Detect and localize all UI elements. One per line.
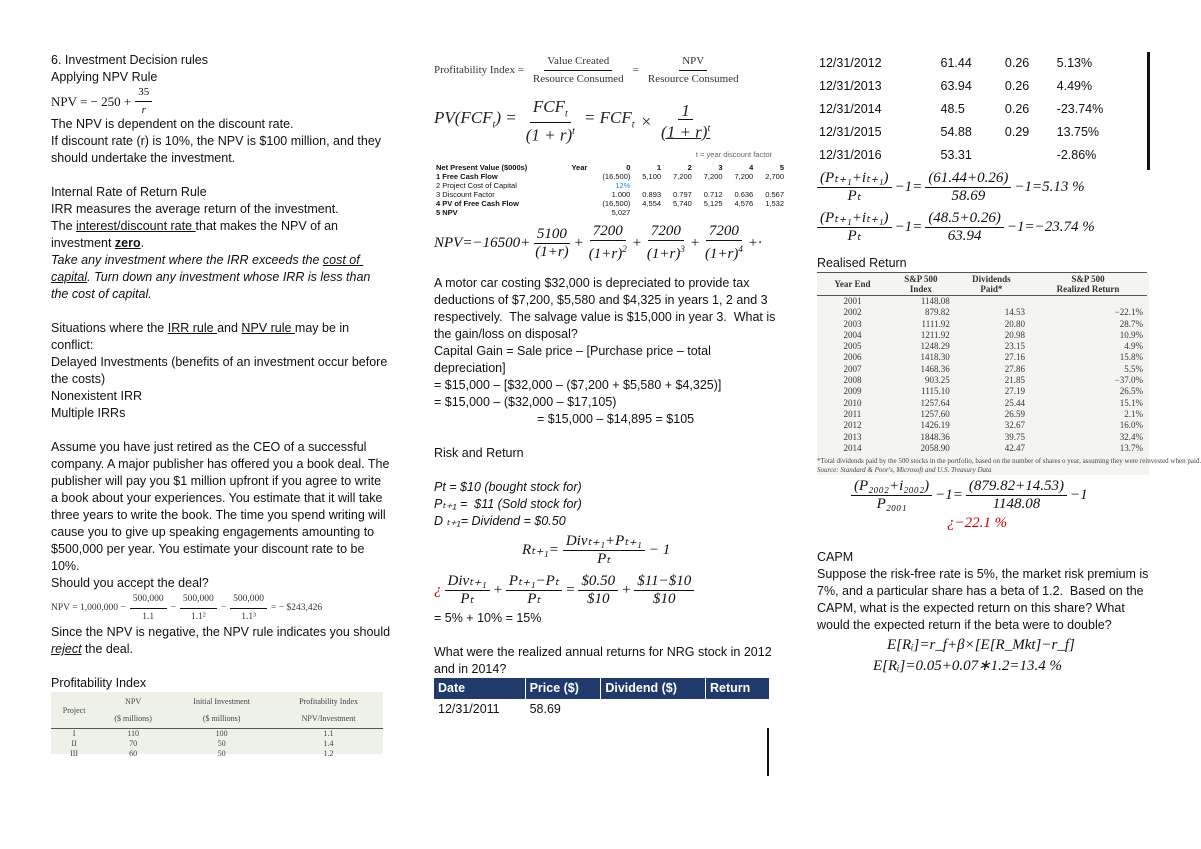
table-cell: 23.15 — [1004, 341, 1025, 352]
table-cell: 1,532 — [765, 199, 784, 208]
sp-table-image — [817, 272, 1201, 475]
table-cell — [694, 208, 725, 217]
column-header: Price ($) — [525, 678, 601, 699]
table-cell: 58.69 — [525, 699, 601, 720]
pi-formula: Profitability Index = $\frac{\text{Value Created}}{\text{Resource Consumed}}$ = $\frac{\text{NPV}}{\text{Resource Consumed}}$ — [434, 54, 739, 85]
table-cell: 5.13% — [1056, 56, 1093, 70]
capm-formula: E[Rᵢ]=r_f+β×[E[R_Mkt]−r_f] — [887, 637, 1075, 654]
conflict-multiple: Multiple IRRs — [51, 406, 126, 420]
table-cell: 5.5% — [1124, 363, 1143, 374]
table-cell: 2007 — [843, 363, 862, 374]
column-header: NPV ($ millions) — [97, 692, 169, 729]
table-row — [817, 420, 1147, 431]
irr-title: Internal Rate of Return Rule — [51, 185, 207, 199]
table-row — [817, 144, 1147, 167]
table-cell: 2006 — [843, 352, 862, 363]
table-cell: 0.26 — [1004, 79, 1030, 93]
table-cell: 53.31 — [940, 148, 972, 162]
table-row — [817, 52, 1147, 75]
column-header: Return — [705, 678, 769, 699]
pi-table — [51, 692, 383, 759]
table-cell — [694, 181, 725, 190]
table-row — [434, 208, 786, 217]
table-cell — [705, 699, 769, 720]
row-label: 1 Free Cash Flow — [436, 172, 498, 181]
conflict-nonexistent: Nonexistent IRR — [51, 389, 143, 403]
table-row — [434, 699, 770, 720]
table-cell: 1115.10 — [921, 386, 950, 397]
table-cell: (16,500) — [602, 172, 631, 181]
table-cell: 2005 — [843, 341, 862, 352]
table-cell: 1.000 — [611, 190, 631, 199]
table-cell — [601, 699, 706, 720]
plus-sign: + — [573, 234, 584, 251]
table-row — [817, 375, 1147, 386]
table-cell — [755, 181, 786, 190]
table-cell: 32.4% — [1119, 431, 1143, 442]
table-cell: 60 — [129, 749, 138, 758]
table-cell: 12/31/2011 — [434, 699, 525, 720]
capital-gain-1: Capital Gain = Sale price – [Purchase price – total depreciation] — [434, 344, 715, 375]
table-cell: 12/31/2013 — [819, 79, 882, 93]
table-cell — [663, 208, 694, 217]
table-cell — [563, 208, 590, 217]
conflict-delayed: Delayed Investments (benefits of an investment occur before the costs) — [51, 355, 391, 386]
table-cell: 2009 — [843, 386, 862, 397]
pv-note: t = year discount factor — [695, 150, 772, 159]
table-cell: 12% — [615, 181, 631, 190]
irr-rule-text: Take any investment where the IRR exceeds the cost of capital. Turn down any investment whose IRR is less than the cost of capital. — [51, 253, 374, 301]
table-cell: 100 — [215, 729, 228, 738]
npv-term: $\frac{7200}{(1+r)^2}$ — [588, 223, 627, 262]
table-cell: 1468.36 — [920, 363, 950, 374]
table-title: Net Present Value ($000s) — [436, 163, 528, 172]
table-row — [51, 739, 383, 749]
table-cell: 5,027 — [611, 208, 631, 217]
table-row — [817, 398, 1147, 409]
column-middle — [434, 52, 784, 720]
table-cell: 28.7% — [1119, 318, 1143, 329]
plus-sign: + — [631, 234, 642, 251]
table-row — [817, 432, 1147, 443]
book-deal-text: Assume you have just retired as the CEO of a successful company. A major publisher has offered you a book deal. The publisher will pay you $1 million upfront if you agree to write a book about your experiences. You estimate that it will take three years to write the book. The time you spend writing will cause you to give up speaking engagements amounting to $500,000 per year. You estimate your discount rate to be 10%. — [51, 440, 393, 573]
table-cell: 4,554 — [642, 199, 662, 208]
column-header: 4 — [749, 163, 754, 172]
table-cell: 48.5 — [940, 102, 965, 116]
column-header: 3 — [718, 163, 723, 172]
table-row — [817, 364, 1147, 375]
table-cell: 25.44 — [1004, 397, 1025, 408]
table-row — [817, 307, 1147, 318]
capital-gain-4: = $15,000 – $14,895 = $105 — [537, 412, 695, 426]
table-cell: 39.75 — [1004, 431, 1025, 442]
column-header: 0 — [626, 163, 631, 172]
table-cell: 4,576 — [734, 199, 754, 208]
table-cell: 15.1% — [1119, 397, 1143, 408]
conflict-text: Situations where the IRR rule and NPV rule may be in conflict: — [51, 321, 353, 352]
table-cell: 1426.19 — [920, 420, 950, 431]
return-2012-formula: $\frac{\text{(Pₜ₊₁+iₜ₊₁)}}{\text{Pₜ}}$ −1= $\frac{(61.44+0.26)}{58.69}$ −1=5.13 % — [817, 167, 1157, 207]
nrg-table — [434, 678, 770, 720]
table-cell: 2058.90 — [920, 442, 950, 453]
table-cell: 20.80 — [1004, 318, 1025, 329]
table-cell: 4.49% — [1056, 79, 1093, 93]
table-cell: 1.2 — [323, 749, 334, 758]
capital-gain-3: = $15,000 – ($32,000 – $17,105) — [434, 395, 617, 409]
table-cell: 0.893 — [642, 190, 662, 199]
table-row — [817, 341, 1147, 352]
table-row — [817, 352, 1147, 363]
table-cell: 13.7% — [1119, 442, 1143, 453]
table-cell — [632, 181, 663, 190]
table-cell: 2008 — [843, 375, 862, 386]
table-row — [434, 181, 786, 190]
table-cell: 61.44 — [940, 56, 972, 70]
table-cell: 42.47 — [1004, 442, 1025, 453]
table-cell — [632, 208, 663, 217]
table-cell — [725, 181, 756, 190]
column-header: S&P 500 Realized Return — [1029, 273, 1147, 296]
table-cell: 63.94 — [940, 79, 972, 93]
table-cell: 2003 — [843, 318, 862, 329]
table-row — [434, 190, 786, 199]
table-cell: −37.0% — [1114, 375, 1143, 386]
table-cell: -23.74% — [1056, 102, 1104, 116]
row-label: 4 PV of Free Cash Flow — [436, 199, 519, 208]
table-row — [817, 409, 1147, 420]
table-cell: (16,500) — [602, 199, 631, 208]
table-cell — [954, 296, 1029, 308]
table-cell: 0.636 — [734, 190, 754, 199]
pi-title: Profitability Index — [51, 676, 147, 690]
table-cell: 0.567 — [765, 190, 784, 199]
sp-return-formula: $\frac{\text{(P₂₀₀₂+i₂₀₀₂)}}{\text{P₂₀₀₁}}$ −1= $\frac{(879.82+14.53)}{1148.08}$ −1 — [817, 475, 1157, 515]
table-cell: 12/31/2015 — [819, 125, 882, 139]
table-cell — [725, 208, 756, 217]
table-row — [817, 75, 1147, 98]
table-cell: 0.797 — [673, 190, 692, 199]
book-deal-formula: NPV = 1,000,000 − $\frac{500,000}{1.1}$ − $\frac{500,000}{\text{1.1²}}$ − $\frac{500,000}{\text{1.1³}}$ = − $243,426 — [51, 592, 391, 624]
table-cell: −22.1% — [1114, 307, 1143, 318]
column-header: 2 — [687, 163, 692, 172]
capital-gain-2: = $15,000 – [$32,000 – ($7,200 + $5,580 + $4,325)] — [434, 378, 722, 392]
table-cell: 7,200 — [673, 172, 692, 181]
table-row — [51, 749, 383, 759]
sp-return-result: ¿−22.1 % — [947, 515, 1008, 532]
table-cell: 2011 — [843, 408, 862, 419]
table-cell: 2001 — [843, 296, 862, 306]
table-row — [51, 729, 383, 740]
column-left — [51, 52, 394, 758]
npv-term: $\frac{7200}{(1+r)^4}$ — [704, 223, 743, 262]
table-cell: 50 — [217, 749, 226, 758]
table-cell: 1.1 — [323, 729, 334, 738]
table-cell: 1418.30 — [920, 352, 950, 363]
table-row — [817, 386, 1147, 397]
table-cell: 15.8% — [1119, 352, 1143, 363]
table-cell — [563, 199, 590, 208]
table-cell: 7,200 — [703, 172, 723, 181]
table-cell: 1257.64 — [920, 397, 950, 408]
column-header: Year — [571, 163, 588, 172]
table-cell: 5,740 — [673, 199, 692, 208]
table-cell: 4.9% — [1124, 341, 1143, 352]
table-cell — [563, 190, 590, 199]
table-cell: 14.53 — [1004, 307, 1025, 318]
column-right — [817, 52, 1201, 676]
table-cell: 27.16 — [1004, 352, 1025, 363]
table-cell — [1003, 144, 1055, 167]
table-cell — [1029, 296, 1147, 308]
table-cell: 0.712 — [703, 190, 723, 199]
row-label: 5 NPV — [436, 208, 458, 217]
table-cell: 26.5% — [1119, 386, 1143, 397]
return-example-formula: ¿ $\frac{\text{Divₜ₊₁}}{\text{Pₜ}}$ + $\frac{\text{Pₜ₊₁−Pₜ}}{\text{Pₜ}}$ = $\frac{\$0.50}{\$10}$ + $\frac{\$11-\$10}{\$10}$ — [434, 570, 784, 610]
column-header: 1 — [656, 163, 662, 172]
npv-term: $\frac{7200}{(1+r)^3}$ — [646, 223, 685, 262]
table-row — [817, 121, 1147, 144]
table-cell: 1.4 — [323, 739, 334, 748]
table-cell: 903.25 — [925, 375, 950, 386]
table-cell: 1111.92 — [921, 318, 950, 329]
column-header: S&P 500 Index — [888, 273, 954, 296]
table-cell: 2013 — [843, 431, 862, 442]
npv-rule-subheading: Applying NPV Rule — [51, 70, 158, 84]
table-row — [817, 296, 1147, 308]
table-cell: 879.82 — [925, 307, 950, 318]
return-percent: = 5% + 10% = 15% — [434, 611, 542, 625]
column-divider — [767, 728, 769, 776]
table-cell: 2010 — [843, 397, 862, 408]
table-cell: II — [71, 739, 77, 748]
irr-measure-text: IRR measures the average return of the investment. — [51, 202, 339, 216]
return-formula: Rₜ₊₁= $\frac{\text{Divₜ₊₁+Pₜ₊₁}}{\text{Pₜ}}$ − 1 — [522, 532, 671, 567]
column-header: Profitability Index NPV/Investment — [274, 692, 383, 729]
table-cell: 21.85 — [1004, 375, 1025, 386]
table-cell: 1257.60 — [920, 408, 950, 419]
section-heading: 6. Investment Decision rules — [51, 53, 209, 67]
capm-title: CAPM — [817, 550, 854, 565]
column-header: Project — [51, 692, 97, 729]
table-cell: 0.29 — [1004, 125, 1030, 139]
return-2014-formula: $\frac{\text{(Pₜ₊₁+iₜ₊₁)}}{\text{Pₜ}}$ −1= $\frac{(48.5+0.26)}{63.94}$ −1=−23.74 % — [817, 207, 1157, 247]
table-cell: 5,125 — [703, 199, 723, 208]
column-header: Date — [434, 678, 525, 699]
column-header: 5 — [779, 163, 784, 172]
table-cell: 12/31/2014 — [819, 102, 882, 116]
nrg-returns-table — [817, 52, 1147, 167]
table-cell: 20.98 — [1004, 329, 1025, 340]
table-cell: 27.86 — [1004, 363, 1025, 374]
table-row — [817, 443, 1147, 454]
column-header: Initial Investment ($ millions) — [169, 692, 274, 729]
book-deal-question: Should you accept the deal? — [51, 576, 209, 590]
table-cell: III — [70, 749, 79, 758]
capm-example: E[Rᵢ]=0.05+0.07∗1.2=13.4 % — [873, 658, 1063, 675]
car-question: A motor car costing $32,000 is depreciated to provide tax deductions of $7,200, $5,580 and $4,325 in years 1, 2 and 3 respectively. The salvage value is $15,000 in year 3. What is the gain/loss on disposal? — [434, 276, 779, 341]
table-cell: 1148.08 — [920, 296, 950, 306]
npv-formula: NPV = − 250 + $\frac{35}{r}$ — [51, 86, 391, 116]
table-cell — [663, 181, 694, 190]
table-cell: 110 — [127, 729, 139, 738]
pv-formula: $PV(FCF_t)$ = $\frac{FCF_t}{(1 + r)^t}$ = $FCF_t$ × $\frac{1}{(1 + r)^t}$ — [434, 96, 711, 146]
nrg-question: What were the realized annual returns for NRG stock in 2012 and in 2014? — [434, 645, 776, 676]
table-cell: 32.67 — [1004, 420, 1025, 431]
table-cell: 2012 — [843, 420, 862, 431]
table-cell — [563, 181, 590, 190]
realised-return-title: Realised Return — [817, 256, 907, 270]
table-row — [434, 172, 786, 181]
table-cell: 0.26 — [1004, 56, 1030, 70]
table-cell: 2014 — [843, 442, 862, 453]
table-cell — [755, 208, 786, 217]
table-cell: -2.86% — [1056, 148, 1097, 162]
table-row — [434, 199, 786, 208]
table-cell: 2002 — [843, 307, 862, 318]
irr-definition-text: The interest/discount rate that makes the NPV of an investment zero. — [51, 219, 342, 250]
pi-table-image — [51, 692, 383, 758]
table-cell: 13.75% — [1056, 125, 1100, 139]
npv-discount-text: If discount rate (r) is 10%, the NPV is $100 million, and they should undertake the investment. — [51, 134, 385, 165]
dividend-text: D ₜ₊₁= Dividend = $0.50 — [434, 514, 566, 528]
table-cell: 1848.36 — [920, 431, 950, 442]
sp500-table — [817, 272, 1147, 454]
table-cell: 5,100 — [642, 172, 662, 181]
column-header: Dividend ($) — [601, 678, 706, 699]
sp-source: Source: Standard & Poor's, Microsoft and U.S. Treasury Data — [817, 466, 992, 475]
plus-sign: + — [689, 234, 700, 251]
table-row — [817, 319, 1147, 330]
risk-return-title: Risk and Return — [434, 446, 524, 460]
pt1-text: Pₜ₊₁ = $11 (Sold stock for) — [434, 497, 582, 511]
table-cell: 7,200 — [734, 172, 754, 181]
pt-text: Pt = $10 (bought stock for) — [434, 480, 582, 494]
table-cell: 10.9% — [1119, 329, 1143, 340]
table-cell: 54.88 — [940, 125, 972, 139]
table-cell: 0.26 — [1004, 102, 1030, 116]
table-cell: 70 — [129, 739, 138, 748]
table-cell: 50 — [217, 739, 226, 748]
table-cell: 2004 — [843, 329, 862, 340]
row-label: 2 Project Cost of Capital — [436, 181, 517, 190]
table-cell: 12/31/2016 — [819, 148, 882, 162]
npv-table-image — [434, 163, 786, 217]
book-deal-conclusion: Since the NPV is negative, the NPV rule indicates you should reject the deal. — [51, 625, 394, 656]
column-header: Dividends Paid* — [954, 273, 1029, 296]
table-cell: 27.19 — [1004, 386, 1025, 397]
row-label: 3 Discount Factor — [436, 190, 495, 199]
table-cell — [563, 172, 590, 181]
capm-text: Suppose the risk-free rate is 5%, the market risk premium is 7%, and a particular share has a beta of 1.2. Based on the CAPM, what is the expected return on this share? What would the expected return if the beta were to double? — [817, 567, 1152, 633]
npv-dependent-text: The NPV is dependent on the discount rate. — [51, 117, 294, 131]
npv-expanded-formula: NPV=−16500+ $\frac{5100}{(1+r)}$ + $\frac{7200}{(1+r)^2}$ + $\frac{7200}{(1+r)^3}$ + $\frac{7200}{(1+r)^4}$ +· — [434, 223, 762, 262]
npv-term: $\frac{5100}{(1+r)}$ — [535, 225, 569, 260]
table-cell: 16.0% — [1119, 420, 1143, 431]
table-cell: I — [72, 729, 76, 738]
column-header: Year End — [817, 273, 888, 296]
table-cell: 12/31/2012 — [819, 56, 882, 70]
table-cell: 1248.29 — [920, 341, 950, 352]
table-row — [817, 330, 1147, 341]
npv-table — [434, 163, 786, 217]
sp-footnote: *Total dividends paid by the 500 stocks in the portfolio, based on the number of shares o year, assuming they were reinvested when paid. — [817, 457, 1201, 466]
table-row — [817, 98, 1147, 121]
table-cell: 2,700 — [765, 172, 784, 181]
table-cell: 1211.92 — [920, 329, 950, 340]
table-cell: 2.1% — [1124, 408, 1143, 419]
table-cell: 26.59 — [1004, 408, 1025, 419]
